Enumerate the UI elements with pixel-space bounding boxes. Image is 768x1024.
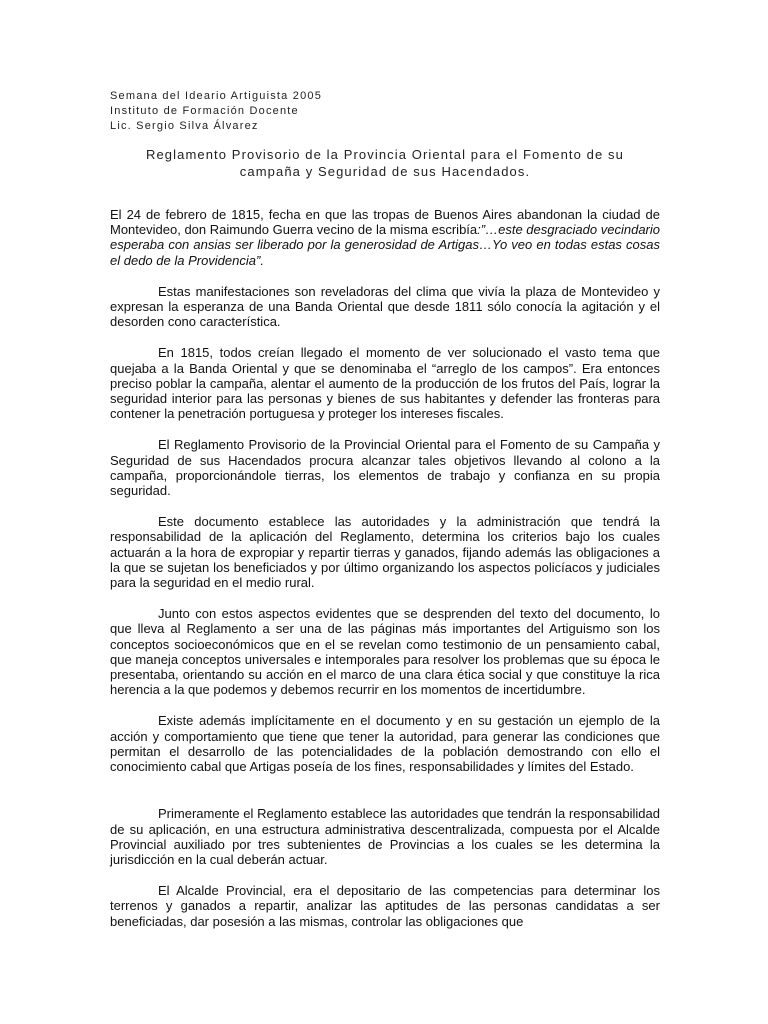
header-author-line: Lic. Sergio Silva Álvarez (110, 120, 259, 132)
paragraph-6: Junto con estos aspectos evidentes que se desprenden del texto del documento, lo que lleva al Reglamento a ser una de las páginas más importantes del Artiguismo son los conceptos socioeconómicos que en el se revelan como testimonio de un pensamiento cabal, que maneja conceptos universales e intemporales para resolver los problemas que su época le presentaba, orientando su acción en el marco de una clara ética social y que constituye la rica herencia a la que podemos y debemos recurrir en los momentos de incertidumbre. (110, 606, 660, 698)
document-header (110, 89, 322, 134)
paragraph-8: Primeramente el Reglamento establece las autoridades que tendrán la responsabilidad de su aplicación, en una estructura administrativa descentralizada, compuesta por el Alcalde Provincial auxiliado por tres subtenientes de Provincias a los cuales se les determina la jurisdicción en la cual deberán actuar. (110, 806, 660, 867)
title-line-2: campaña y Seguridad de sus Hacendados. (239, 164, 531, 179)
paragraph-2: Estas manifestaciones son reveladoras del clima que vivía la plaza de Montevideo y expresan la esperanza de una Banda Oriental que desde 1811 sólo conocía la agitación y el desorden cono característica. (110, 283, 660, 330)
paragraph-1-text: El 24 de febrero de 1815, fecha en que las tropas de Buenos Aires abandonan la ciudad de Montevideo, don Raimundo Guerra vecino de la misma escribía (110, 207, 660, 238)
title-line-1: Reglamento Provisorio de la Provincia Oriental para el Fomento de su (145, 147, 624, 162)
paragraph-1-quote: :”…este desgraciado vecindario esperaba con ansias ser liberado por la generosidad de Artigas…Yo veo en todas estas cosas el dedo de la Providencia”. (110, 222, 660, 268)
paragraph-1 (110, 207, 660, 268)
header-institute-line: Instituto de Formación Docente (110, 105, 299, 117)
header-event-line: Semana del Ideario Artiguista 2005 (110, 90, 323, 102)
paragraph-7: Existe además implícitamente en el documento y en su gestación un ejemplo de la acción y comportamiento que tiene que tener la autoridad, para generar las condiciones que permitan el desarrollo de las potencialidades de la población demostrando con ello el conocimiento cabal que Artigas poseía de los fines, responsabilidades y límites del Estado. (110, 713, 660, 775)
document-body (110, 207, 660, 929)
paragraph-5: Este documento establece las autoridades y la administración que tendrá la responsabilidad de la aplicación del Reglamento, determina los criterios bajo los cuales actuarán a la hora de expropiar y repartir tierras y ganados, fijando además las obligaciones a la que se sujetan los beneficiados y por último organizando los aspectos policíacos y judiciales para la seguridad en el medio rural. (110, 514, 660, 591)
paragraph-3: En 1815, todos creían llegado el momento de ver solucionado el vasto tema que quejaba a la Banda Oriental y que se denominaba el “arreglo de los campos”. Era entonces preciso poblar la campaña, alentar el aumento de la producción de los frutos del País, lograr la seguridad interior para las personas y bienes de sus habitantes y defender las fronteras para contener la penetración portuguesa y proteger los intereses fiscales. (110, 345, 660, 422)
paragraph-4: El Reglamento Provisorio de la Provincial Oriental para el Fomento de su Campaña y Seguridad de sus Hacendados procura alcanzar tales objetivos llevando al colono a la campaña, proporcionándole tierras, los elementos de trabajo y confianza en su propia seguridad. (110, 437, 660, 499)
paragraph-9: El Alcalde Provincial, era el depositario de las competencias para determinar los terrenos y ganados a repartir, analizar las aptitudes de las personas candidatas a ser beneficiadas, dar posesión a las mismas, controlar las obligaciones que (110, 883, 660, 929)
document-title (110, 146, 660, 180)
